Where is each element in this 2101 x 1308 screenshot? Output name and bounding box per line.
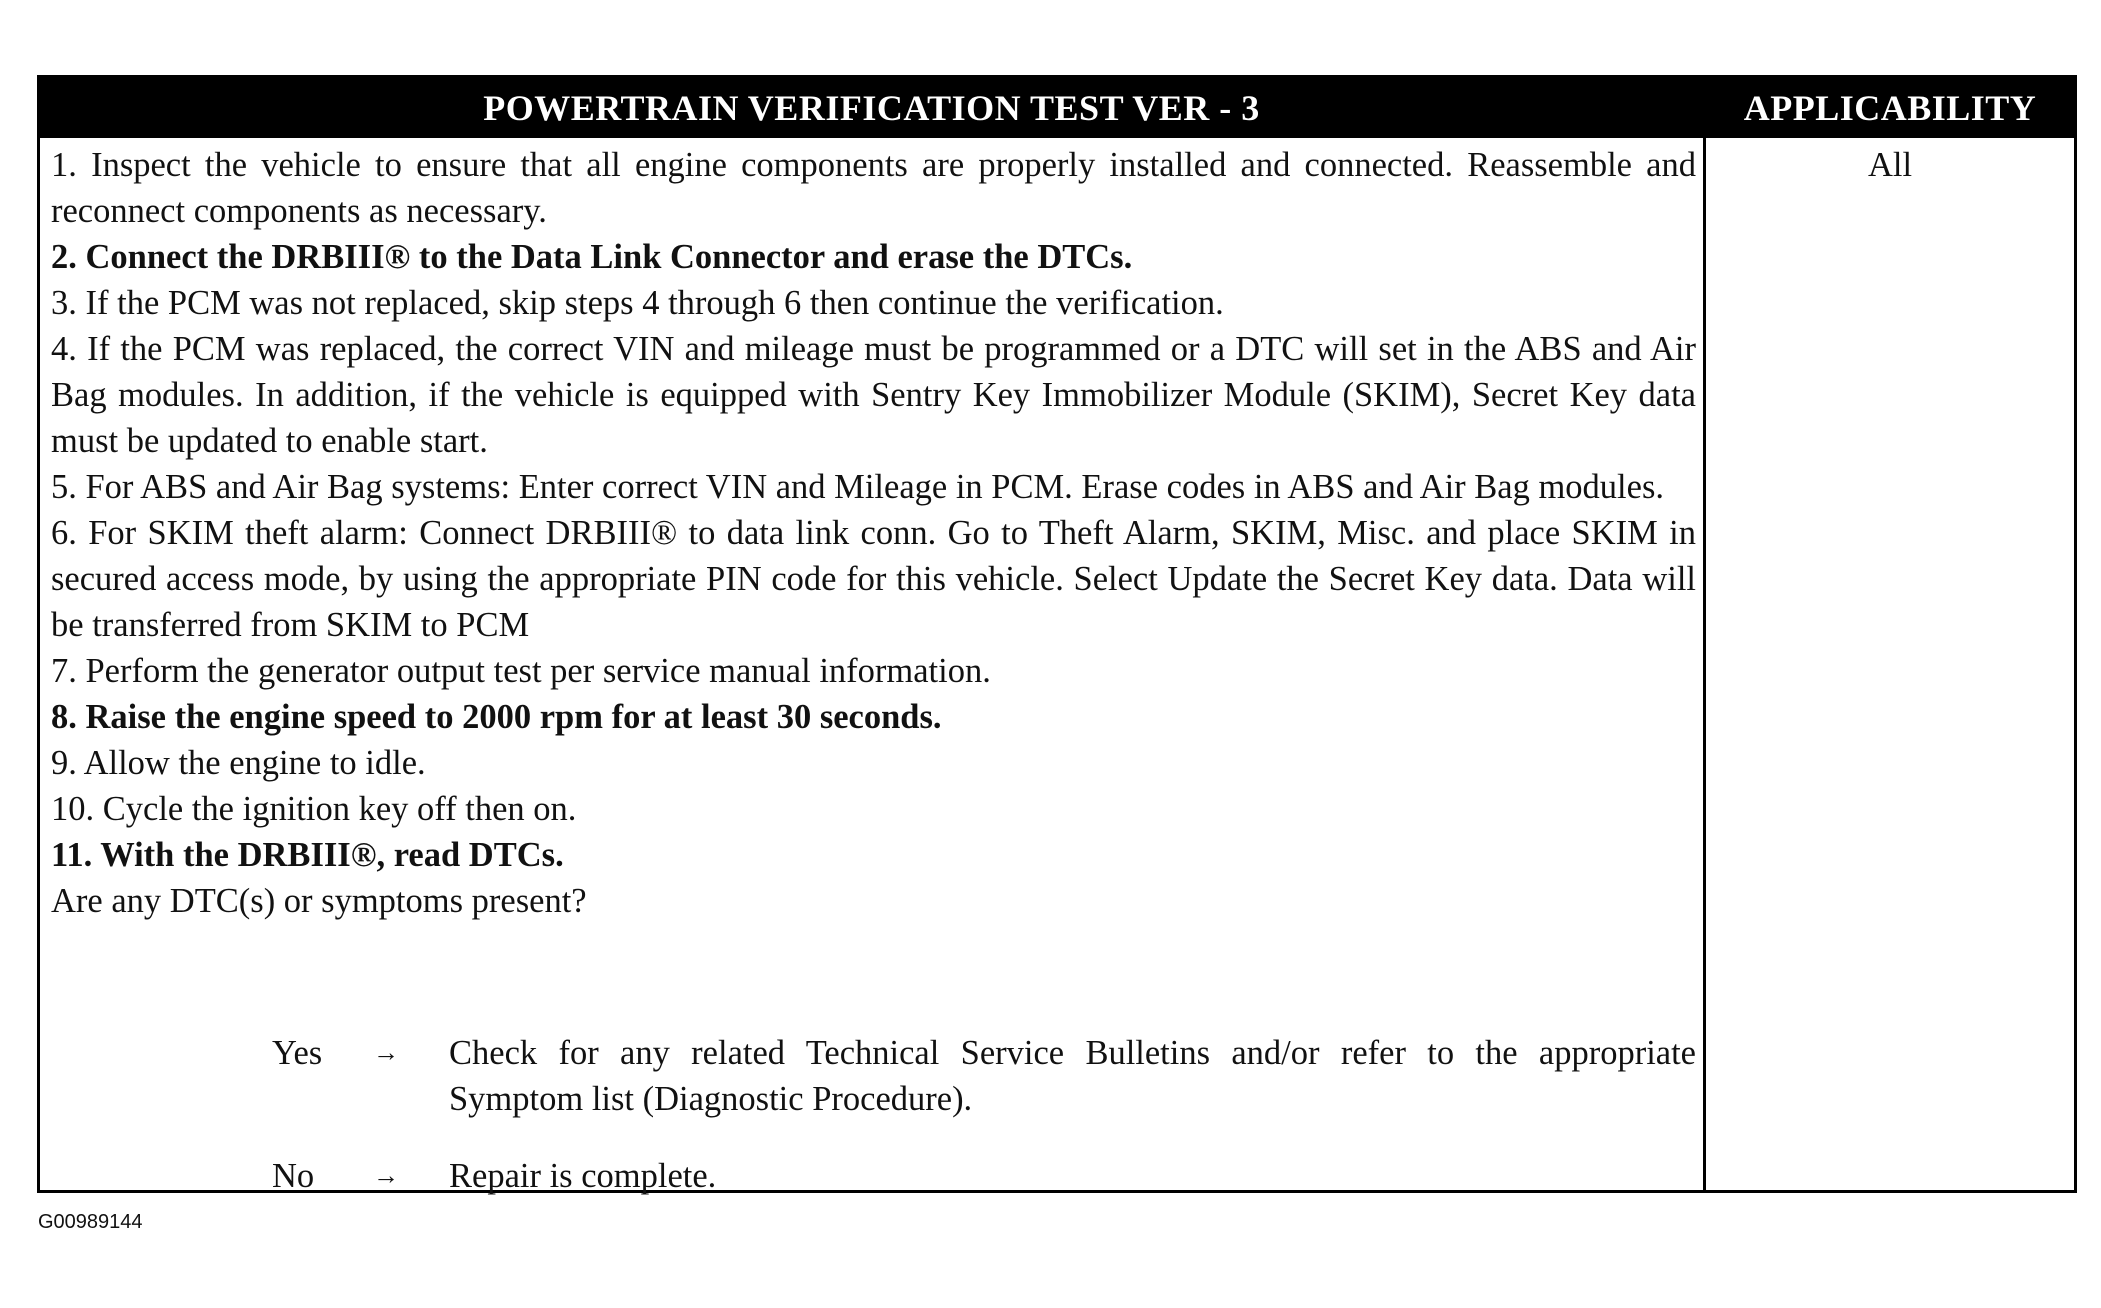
right-arrow-icon: → bbox=[373, 1161, 399, 1190]
step-10: 10. Cycle the ignition key off then on. bbox=[51, 790, 577, 828]
step-8: 8. Raise the engine speed to 2000 rpm for at least 30 seconds. bbox=[51, 698, 942, 736]
figure-id: G00989144 bbox=[38, 1211, 143, 1233]
answer-no-text: Repair is complete. bbox=[449, 1157, 717, 1195]
step-11: 11. With the DRBIII®, read DTCs. bbox=[51, 836, 564, 874]
step-9: 9. Allow the engine to idle. bbox=[51, 744, 426, 782]
step-3: 3. If the PCM was not replaced, skip steps 4 through 6 then continue the verification. bbox=[51, 284, 1224, 322]
step-1: 1. Inspect the vehicle to ensure that all engine components are properly installed and connected. Reassemble and reconnect components as necessary. bbox=[51, 146, 1696, 230]
procedure-title: POWERTRAIN VERIFICATION TEST VER - 3 bbox=[483, 88, 1260, 128]
right-arrow-icon: → bbox=[373, 1038, 399, 1067]
step-2: 2. Connect the DRBIII® to the Data Link Connector and erase the DTCs. bbox=[51, 238, 1133, 276]
step-7: 7. Perform the generator output test per service manual information. bbox=[51, 652, 991, 690]
step-4: 4. If the PCM was replaced, the correct VIN and mileage must be programmed or a DTC will set in the ABS and Air Bag modules. In addition, if the vehicle is equipped with Sentry Key Immobilizer Module (SKIM), Secret Key data must be updated to enable start. bbox=[51, 330, 1696, 460]
table-header bbox=[40, 78, 2074, 138]
question-text: Are any DTC(s) or symptoms present? bbox=[51, 882, 587, 920]
step-6: 6. For SKIM theft alarm: Connect DRBIII® to data link conn. Go to Theft Alarm, SKIM, Misc. and place SKIM in secured access mode, by using the appropriate PIN code for this vehicle. Select Update the Secret Key data. Data will be transferred from SKIM to PCM bbox=[51, 514, 1696, 644]
answer-no-label: No bbox=[272, 1157, 315, 1195]
column-divider bbox=[1703, 138, 1706, 1190]
verification-test-table bbox=[37, 75, 2077, 1193]
step-5: 5. For ABS and Air Bag systems: Enter correct VIN and Mileage in PCM. Erase codes in ABS and Air Bag modules. bbox=[51, 468, 1665, 506]
applicability-value: All bbox=[1867, 146, 1913, 184]
applicability-header: APPLICABILITY bbox=[1743, 88, 2037, 128]
answer-yes-label: Yes bbox=[272, 1034, 323, 1072]
procedure-cell bbox=[51, 142, 1696, 1195]
answer-yes-text: Check for any related Technical Service Bulletins and/or refer to the appropriate Symptom list (Diagnostic Procedure). bbox=[449, 1034, 1696, 1118]
